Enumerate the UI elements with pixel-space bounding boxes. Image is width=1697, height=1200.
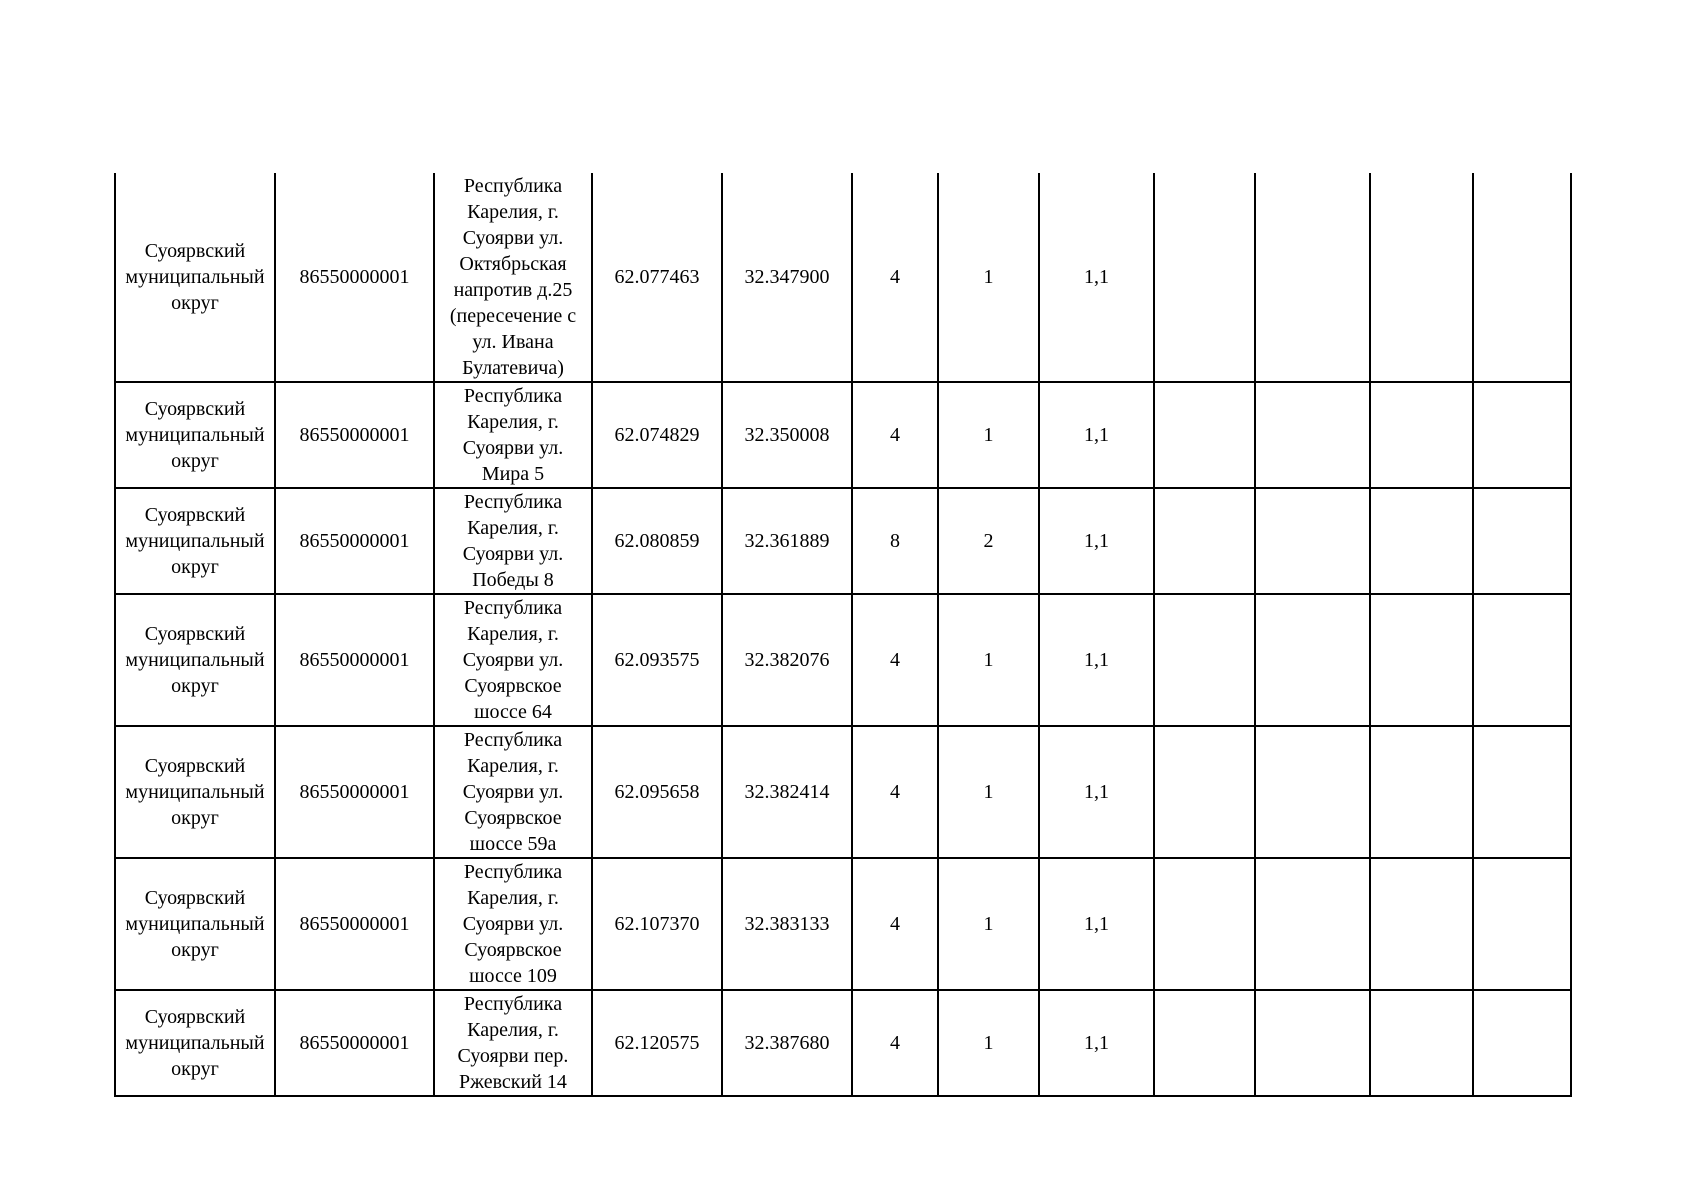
- area-cell: 4: [852, 726, 938, 858]
- empty-cell: [1473, 858, 1571, 990]
- empty-cell: [1473, 726, 1571, 858]
- address-cell: Республика Карелия, г. Суоярви пер. Ржевский 14: [434, 990, 592, 1096]
- empty-cell: [1370, 990, 1473, 1096]
- oktmo-cell: 86550000001: [275, 488, 434, 594]
- table-row: [115, 173, 1571, 382]
- empty-cell: [1255, 990, 1370, 1096]
- longitude-cell: 32.383133: [722, 858, 852, 990]
- address-cell: Республика Карелия, г. Суоярви ул. Победы 8: [434, 488, 592, 594]
- area-cell: 8: [852, 488, 938, 594]
- latitude-cell: 62.074829: [592, 382, 722, 488]
- containers-cell: 1: [938, 990, 1039, 1096]
- latitude-cell: 62.095658: [592, 726, 722, 858]
- containers-cell: 1: [938, 173, 1039, 382]
- longitude-cell: 32.350008: [722, 382, 852, 488]
- table-row: [115, 488, 1571, 594]
- oktmo-cell: 86550000001: [275, 173, 434, 382]
- longitude-cell: 32.382414: [722, 726, 852, 858]
- table-body: [115, 173, 1571, 1096]
- address-cell: Республика Карелия, г. Суоярви ул. Суоярвское шоссе 59а: [434, 726, 592, 858]
- empty-cell: [1255, 726, 1370, 858]
- empty-cell: [1154, 488, 1255, 594]
- containers-cell: 1: [938, 382, 1039, 488]
- volume-cell: 1,1: [1039, 726, 1154, 858]
- longitude-cell: 32.387680: [722, 990, 852, 1096]
- empty-cell: [1370, 382, 1473, 488]
- empty-cell: [1154, 382, 1255, 488]
- oktmo-cell: 86550000001: [275, 594, 434, 726]
- oktmo-cell: 86550000001: [275, 726, 434, 858]
- address-cell: Республика Карелия, г. Суоярви ул. Октябрьская напротив д.25 (пересечение с ул. Ивана Булатевича): [434, 173, 592, 382]
- waste-sites-table: [114, 173, 1572, 1097]
- area-cell: 4: [852, 173, 938, 382]
- containers-cell: 1: [938, 594, 1039, 726]
- volume-cell: 1,1: [1039, 990, 1154, 1096]
- table-row: [115, 594, 1571, 726]
- empty-cell: [1473, 488, 1571, 594]
- latitude-cell: 62.080859: [592, 488, 722, 594]
- empty-cell: [1154, 173, 1255, 382]
- empty-cell: [1473, 594, 1571, 726]
- table-row: [115, 382, 1571, 488]
- volume-cell: 1,1: [1039, 594, 1154, 726]
- district-cell: Суоярвский муниципальный округ: [115, 594, 275, 726]
- area-cell: 4: [852, 594, 938, 726]
- empty-cell: [1154, 726, 1255, 858]
- containers-cell: 1: [938, 726, 1039, 858]
- district-cell: Суоярвский муниципальный округ: [115, 488, 275, 594]
- area-cell: 4: [852, 990, 938, 1096]
- table-row: [115, 990, 1571, 1096]
- empty-cell: [1255, 488, 1370, 594]
- volume-cell: 1,1: [1039, 488, 1154, 594]
- empty-cell: [1255, 173, 1370, 382]
- district-cell: Суоярвский муниципальный округ: [115, 382, 275, 488]
- volume-cell: 1,1: [1039, 382, 1154, 488]
- latitude-cell: 62.077463: [592, 173, 722, 382]
- latitude-cell: 62.093575: [592, 594, 722, 726]
- empty-cell: [1370, 488, 1473, 594]
- address-cell: Республика Карелия, г. Суоярви ул. Суоярвское шоссе 64: [434, 594, 592, 726]
- district-cell: Суоярвский муниципальный округ: [115, 173, 275, 382]
- table-row: [115, 726, 1571, 858]
- containers-cell: 2: [938, 488, 1039, 594]
- oktmo-cell: 86550000001: [275, 382, 434, 488]
- volume-cell: 1,1: [1039, 173, 1154, 382]
- empty-cell: [1370, 594, 1473, 726]
- empty-cell: [1154, 858, 1255, 990]
- empty-cell: [1370, 173, 1473, 382]
- longitude-cell: 32.361889: [722, 488, 852, 594]
- longitude-cell: 32.347900: [722, 173, 852, 382]
- empty-cell: [1255, 594, 1370, 726]
- empty-cell: [1473, 173, 1571, 382]
- address-cell: Республика Карелия, г. Суоярви ул. Мира 5: [434, 382, 592, 488]
- district-cell: Суоярвский муниципальный округ: [115, 726, 275, 858]
- longitude-cell: 32.382076: [722, 594, 852, 726]
- empty-cell: [1370, 858, 1473, 990]
- empty-cell: [1154, 990, 1255, 1096]
- address-cell: Республика Карелия, г. Суоярви ул. Суоярвское шоссе 109: [434, 858, 592, 990]
- empty-cell: [1370, 726, 1473, 858]
- area-cell: 4: [852, 382, 938, 488]
- empty-cell: [1473, 990, 1571, 1096]
- containers-cell: 1: [938, 858, 1039, 990]
- empty-cell: [1255, 858, 1370, 990]
- empty-cell: [1154, 594, 1255, 726]
- oktmo-cell: 86550000001: [275, 858, 434, 990]
- volume-cell: 1,1: [1039, 858, 1154, 990]
- latitude-cell: 62.120575: [592, 990, 722, 1096]
- empty-cell: [1255, 382, 1370, 488]
- oktmo-cell: 86550000001: [275, 990, 434, 1096]
- district-cell: Суоярвский муниципальный округ: [115, 858, 275, 990]
- district-cell: Суоярвский муниципальный округ: [115, 990, 275, 1096]
- empty-cell: [1473, 382, 1571, 488]
- area-cell: 4: [852, 858, 938, 990]
- table-row: [115, 858, 1571, 990]
- latitude-cell: 62.107370: [592, 858, 722, 990]
